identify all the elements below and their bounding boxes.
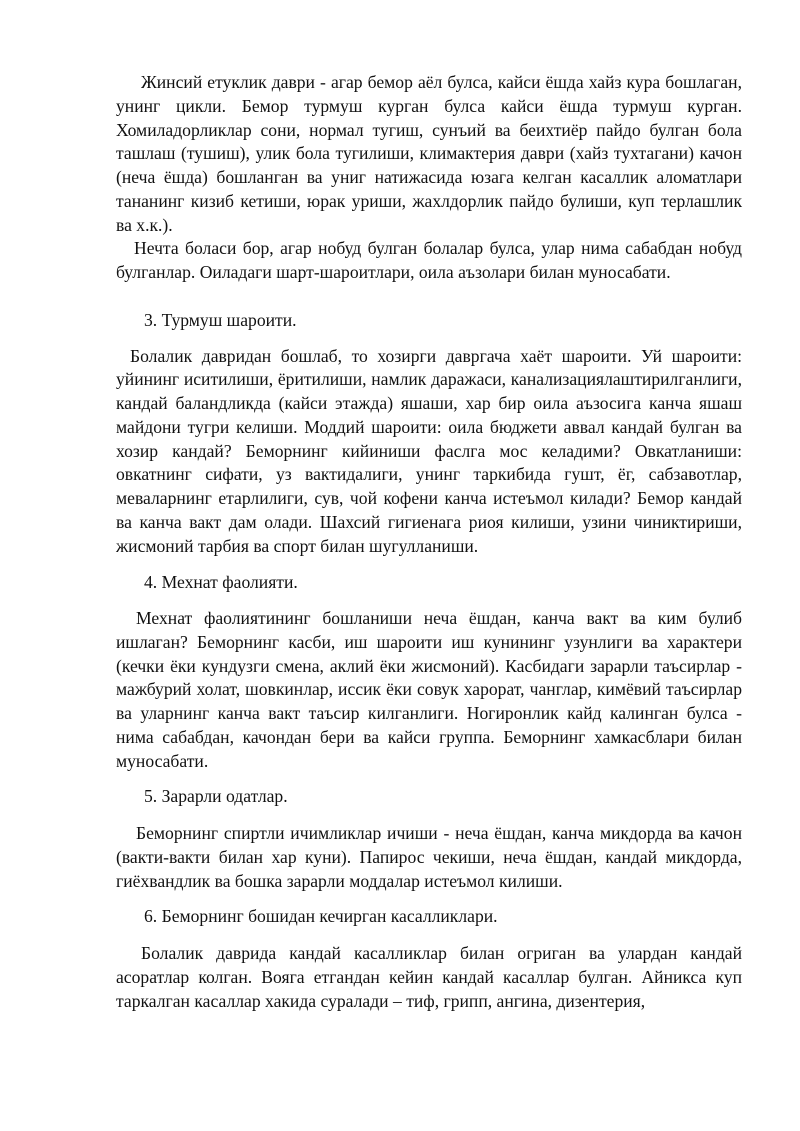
paragraph-living-conditions: Болалик давридан бошлаб, то хозирги давргача хаёт шароити. Уй шароити: уйининг иситилиши, ёритилиши, намлик даражаси, канализациялаштирилганлиги, кандай баландликда (кайси этажда) яшаши, хар бир оила аъзосига канча яшаш майдони тугри келиши. Моддий шароити: оила бюджети аввал кандай булган ва хозир кандай? Беморнинг кийиниши фаслга мос келадими? Овкатланиши: овкатнинг сифати, уз вактидалиги, унинг таркибида гушт, ёг, сабзавотлар, меваларнинг етарлилиги, сув, чой кофени канча истеъмол килади? Бемор кандай ва канча вакт дам олади. Шахсий гигиенага риоя килиши, узини чиниктириши, жисмоний тарбия ва спорт билан шугулланиши.	[116, 345, 742, 556]
document-page	[116, 71, 742, 1013]
section-heading-bad-habits: 5. Зарарли одатлар.	[144, 786, 288, 807]
paragraph-bad-habits: Беморнинг спиртли ичимликлар ичиши - неча ёшдан, канча микдорда ва качон (вакти-вакти билан хар куни). Папирос чекиши, неча ёшдан, кандай микдорда, гиёхвандлик ва бошка зарарли моддалар истеъмол килиши.	[116, 823, 742, 891]
section-heading-work-activity: 4. Мехнат фаолияти.	[144, 572, 298, 593]
paragraph-children: Нечта боласи бор, агар нобуд булган болалар булса, улар нима сабабдан нобуд булганлар. Оиладаги шарт-шароитлари, оила аъзолари билан муносабати.	[116, 238, 742, 282]
paragraph-past-illnesses: Болалик даврида кандай касалликлар билан огриган ва улардан кандай асоратлар колган. Вояга етгандан кейин кандай касаллар булган. Айникса куп таркалган касаллар хакида суралади – тиф, грипп, ангина, дизентерия,	[116, 943, 742, 1011]
section-heading-past-illnesses: 6. Беморнинг бошидан кечирган касалликлари.	[144, 906, 498, 927]
section-heading-living-conditions: 3. Турмуш шароити.	[144, 309, 297, 330]
paragraph-work-activity: Мехнат фаолиятининг бошланиши неча ёшдан, канча вакт ва ким булиб ишлаган? Беморнинг касби, иш шароити иш кунининг узунлиги ва характери (кечки ёки кундузги смена, аклий ёки жисмоний). Касбидаги зарарли таъсирлар - мажбурий холат, шовкинлар, иссик ёки совук харорат, чанглар, кимёвий таъсирлар ва уларнинг канча вакт таъсир килганлиги. Ногиронлик кайд калинган булса - нима сабабдан, качондан бери ва кайси группа. Беморнинг хамкасблари билан муносабати.	[116, 608, 742, 771]
paragraph-puberty: Жинсий етуклик даври - агар бемор аёл булса, кайси ёшда хайз кура бошлаган, унинг цикли. Бемор турмуш курган булса кайси ёшда турмуш курган. Хомиладорликлар сони, нормал тугиш, сунъий ва беихтиёр пайдо булган бола ташлаш (тушиш), улик бола тугилиши, климактерия даври (хайз тухтагани) качон (неча ёшда) бошланган ва униг натижасида юзага келган касаллик аломатлари тананинг кизиб кетиши, юрак уриши, жахлдорлик пайдо булиши, куп терлашлик ва х.к.).	[116, 72, 742, 235]
